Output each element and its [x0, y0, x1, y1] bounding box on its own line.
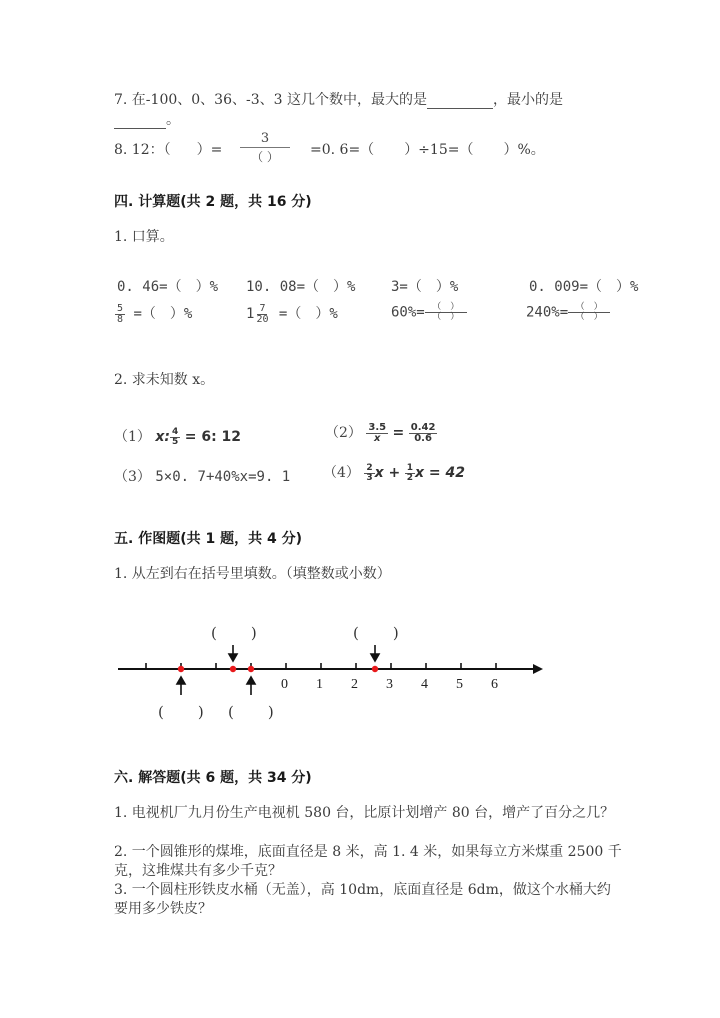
calc-item-8-lead: 240%=	[526, 304, 569, 321]
equation-expr: 5×0. 7+40%x=9. 1	[155, 469, 291, 485]
calc-item-6[interactable]	[246, 303, 338, 325]
answer-blank-point-4[interactable]: ( )	[353, 624, 399, 642]
point-marker	[178, 666, 184, 672]
question-8-equals: ）=	[196, 142, 223, 158]
tick-label-2: 2	[351, 677, 358, 692]
section-5-heading: 五. 作图题(共 1 题，共 4 分)	[114, 531, 302, 547]
question-7-text: 7. 在-100、0、36、-3、3 这几个数中，最大的是	[114, 92, 427, 108]
question-8-continued	[310, 139, 545, 159]
section-5-q1-title: 1. 从左到右在括号里填数。（填整数或小数）	[114, 566, 391, 582]
fraction-5-8: $\frac{5}{8}$	[117, 302, 124, 325]
point-marker	[248, 666, 254, 672]
fraction-1-2: $\frac{1}{2}$	[406, 462, 413, 483]
tick-label-4: 4	[421, 677, 428, 692]
question-8-prefix: 8. 12：（	[114, 142, 171, 158]
equals-sign: =	[392, 425, 405, 441]
word-problem-1: 1. 电视机厂九月份生产电视机 580 台，比原计划增产 80 台，增产了百分之几？	[114, 805, 615, 821]
calc-item-8[interactable]	[526, 303, 610, 322]
mixed-whole: 1	[246, 306, 255, 322]
fraction-numerator: 3	[240, 131, 290, 148]
question-7	[114, 89, 563, 109]
calc-item-4[interactable]: 0. 009=（ ）%	[529, 279, 639, 295]
equation-end: x = 42	[415, 465, 465, 481]
number-line-ticks	[146, 663, 496, 669]
point-marker	[372, 666, 378, 672]
down-arrow-icons	[229, 645, 379, 661]
calc-item-7-lead: 60%=	[391, 304, 425, 321]
question-7-line2	[114, 109, 180, 129]
calc-item-7[interactable]	[391, 303, 467, 322]
word-problem-3: 3. 一个圆柱形铁皮水桶（无盖），高 10dm，底面直径是 6dm，做这个水桶大约	[114, 882, 611, 898]
equation-label: （1）	[114, 429, 151, 445]
section-4-q2-title: 2. 求未知数 x。	[114, 372, 215, 388]
arrowhead-icon	[533, 664, 543, 674]
calc-item-2[interactable]: 10. 08=（ ）%	[246, 279, 356, 295]
fraction-0.42-0.6: $\frac{0.42}{0.6}$	[410, 421, 436, 444]
question-7-period: 。	[166, 112, 180, 128]
answer-blank-largest[interactable]	[427, 92, 493, 109]
question-8	[114, 139, 222, 159]
equation-label: （4）	[323, 465, 360, 481]
blank-fraction[interactable]: $\frac{( )}{( )}$	[425, 303, 467, 322]
question-8-division: ）÷15=（	[404, 142, 474, 158]
equation-2[interactable]	[325, 422, 437, 444]
marked-points	[178, 666, 378, 672]
word-problem-2: 2. 一个圆锥形的煤堆，底面直径是 8 米，高 1. 4 米，如果每立方米煤重 2500 千	[114, 844, 622, 860]
calc-item-3[interactable]: 3=（ ）%	[391, 279, 459, 295]
fraction-denominator-blank[interactable]: （ ）	[251, 150, 279, 164]
answer-blank-smallest[interactable]	[114, 112, 166, 129]
question-8-decimal: =0. 6=（	[310, 142, 375, 158]
question-8-end: ）%。	[503, 142, 545, 158]
equation-3[interactable]	[114, 466, 290, 486]
equation-mid: x +	[374, 465, 401, 481]
equation-1[interactable]	[114, 426, 241, 447]
blank-fraction[interactable]: $\frac{( )}{( )}$	[568, 303, 610, 322]
section-6-heading: 六. 解答题(共 6 题，共 34 分)	[114, 770, 312, 786]
calc-item-1[interactable]: 0. 46=（ ）%	[117, 279, 219, 295]
calc-item-5[interactable]	[115, 303, 192, 325]
fraction-2-3: $\frac{2}{3}$	[366, 462, 373, 483]
equation-label: （3）	[114, 469, 151, 485]
up-arrow-icons	[177, 677, 255, 695]
word-problem-2-cont: 克，这堆煤共有多少千克？	[114, 863, 282, 879]
tick-label-5: 5	[456, 677, 463, 692]
equation-expr: x:	[155, 429, 171, 445]
equation-4[interactable]	[323, 462, 465, 483]
fraction-4-5: $\frac{4}{5}$	[172, 426, 179, 447]
question-8-fraction	[240, 131, 290, 165]
point-marker	[230, 666, 236, 672]
section-4-heading: 四. 计算题(共 2 题，共 16 分)	[114, 194, 312, 210]
tick-label-3: 3	[386, 677, 393, 692]
answer-blank-point-1[interactable]: ( )	[158, 703, 204, 721]
word-problem-3-cont: 要用多少铁皮？	[114, 901, 212, 917]
section-4-q1-title: 1. 口算。	[114, 229, 174, 245]
tick-label-6: 6	[491, 677, 498, 692]
tick-label-0: 0	[281, 677, 288, 692]
fraction-3.5-x: $\frac{3.5}{x}$	[368, 421, 387, 444]
calc-item-6-tail: =（ ）%	[278, 306, 338, 322]
answer-blank-point-3[interactable]: ( )	[228, 703, 274, 721]
tick-label-1: 1	[316, 677, 323, 692]
fraction-7-20: $\frac{7}{20}$	[256, 302, 269, 325]
question-7-text-2: ，最小的是	[492, 92, 563, 108]
equation-expr-right: = 6: 12	[184, 429, 242, 445]
equation-label: （2）	[325, 425, 362, 441]
calc-item-5-tail: =（ ）%	[133, 306, 193, 322]
answer-blank-point-2[interactable]: ( )	[211, 624, 257, 642]
